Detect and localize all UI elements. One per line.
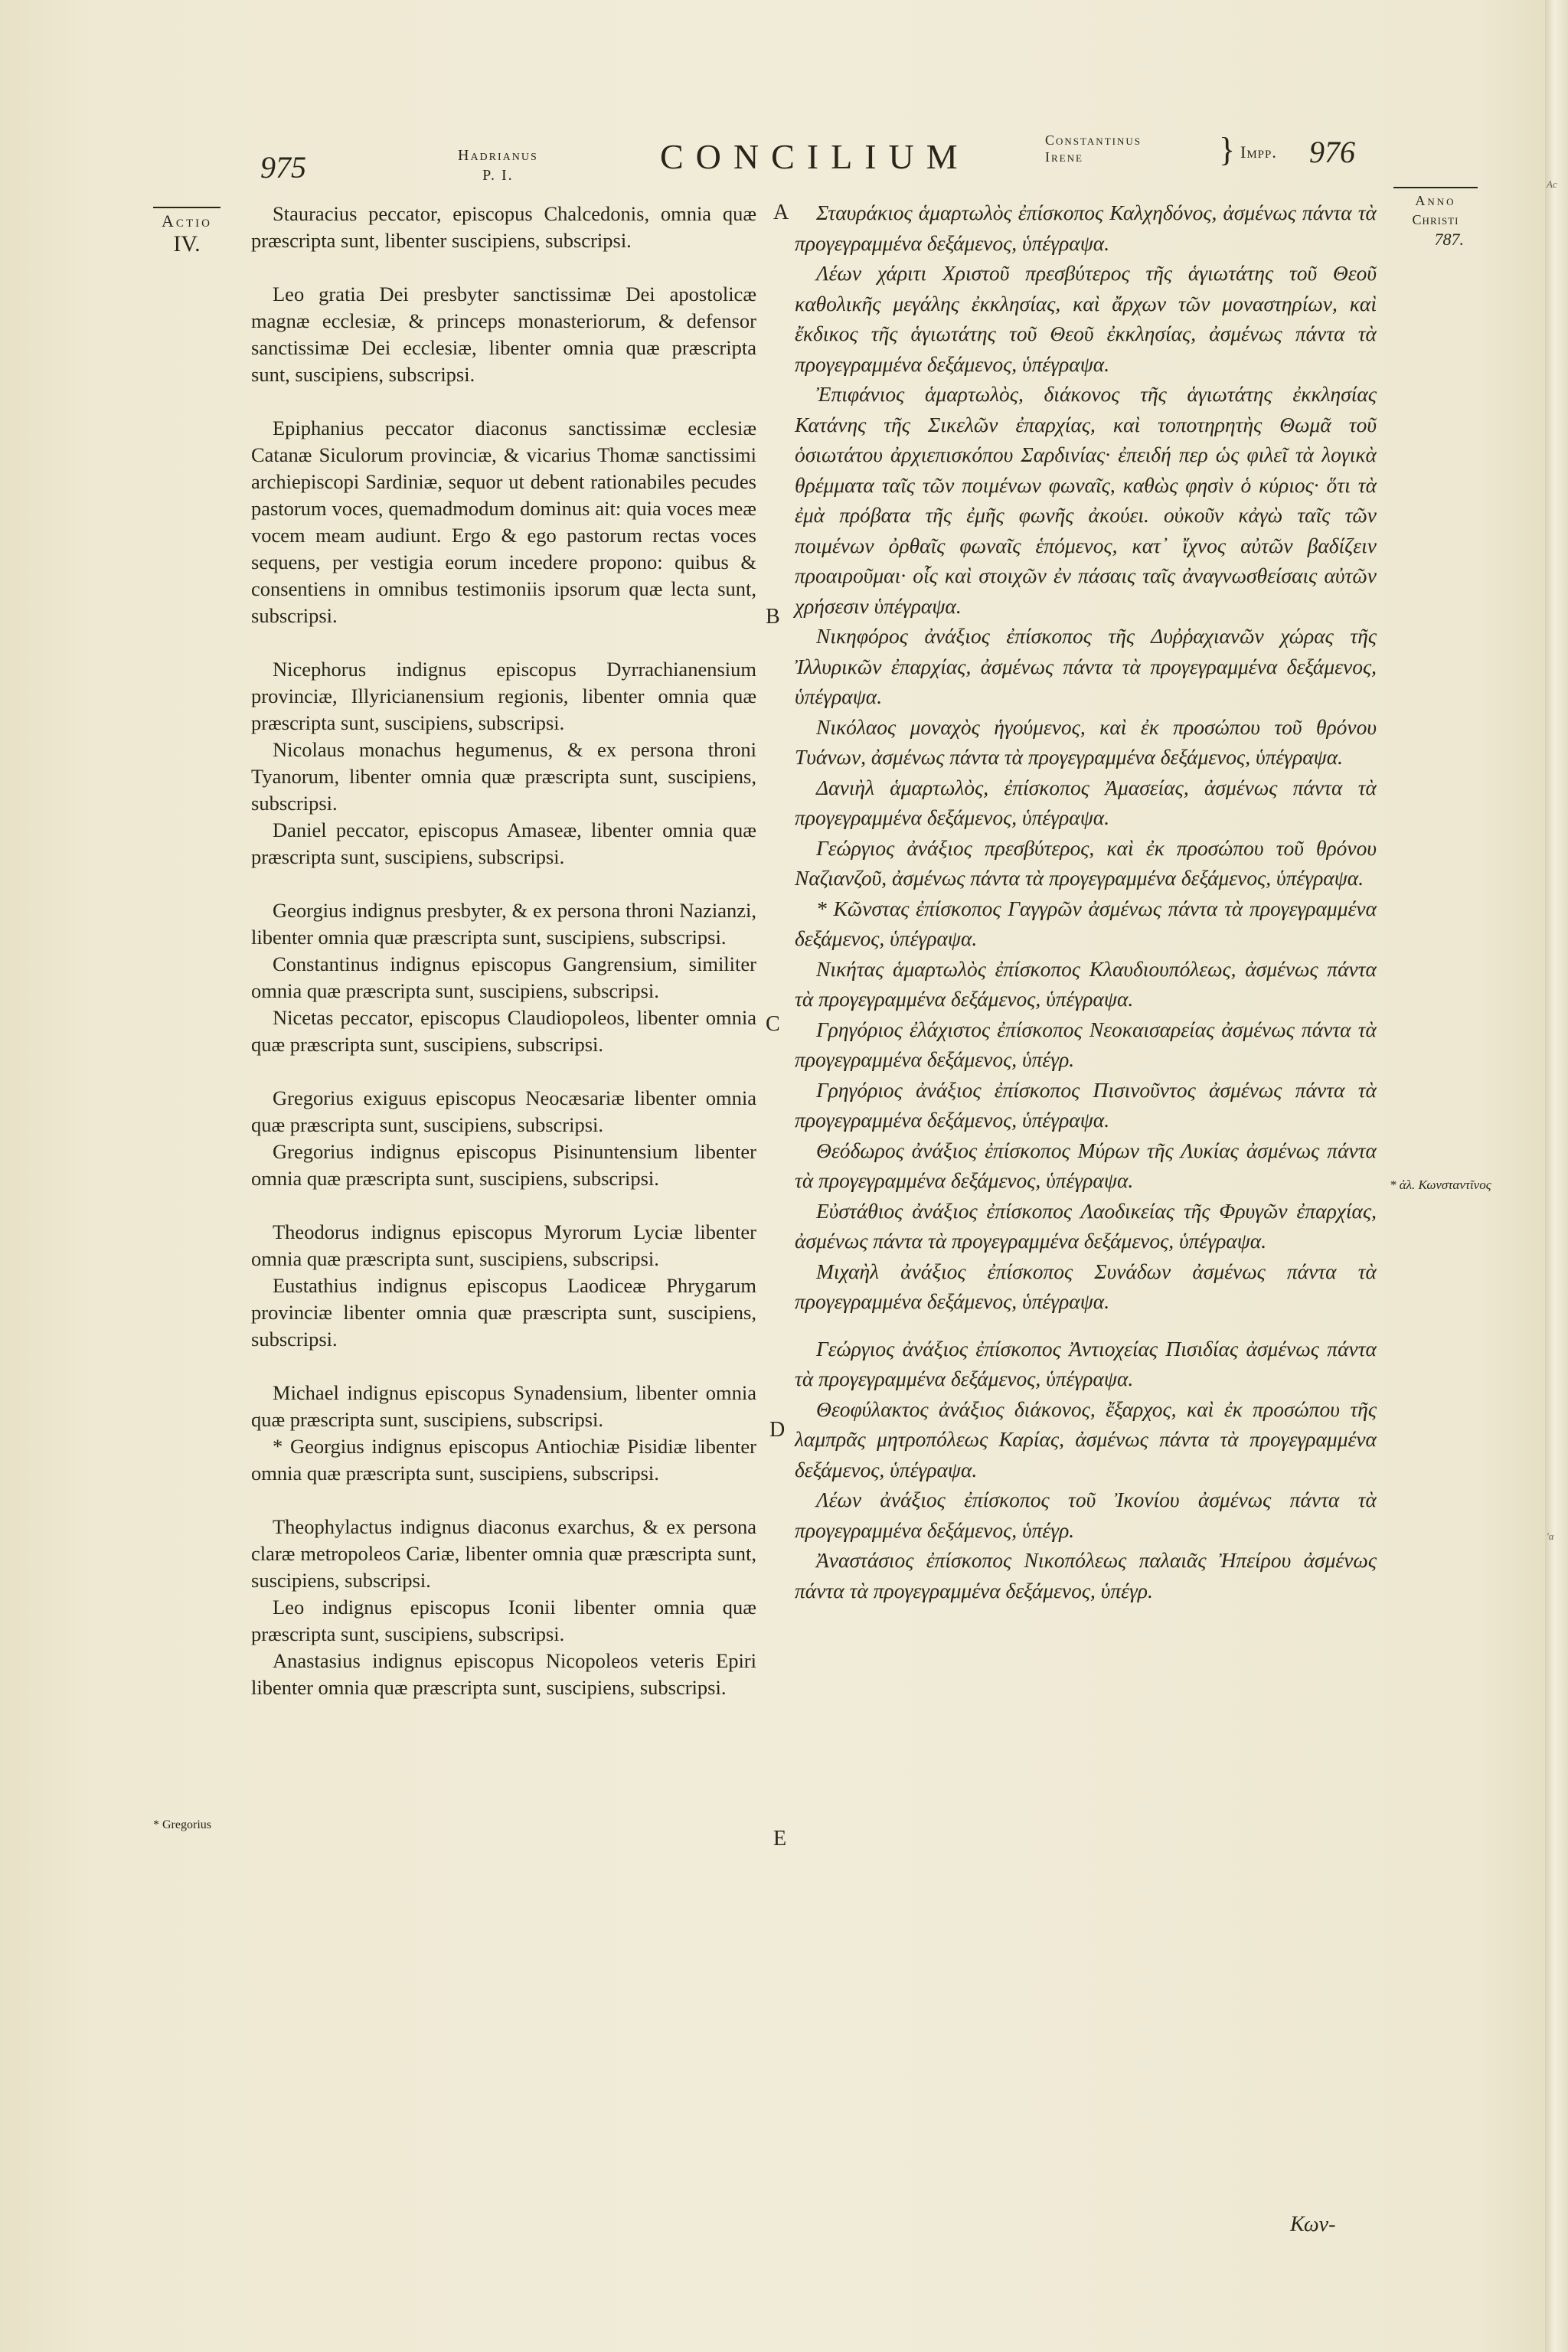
actio-word: Actio <box>153 207 220 231</box>
latin-entry: Daniel peccator, episcopus Amaseæ, libenter omnia quæ præscripta sunt, suscipiens, subscripsi. <box>251 818 756 868</box>
greek-entry: Γρηγόριος ἀνάξιος ἐπίσκοπος Πισινοῦντος ἀσμένως πάντα τὰ προγεγραμμένα δεξάμενος, ὑπέγραψα. <box>795 1077 1377 1132</box>
greek-entry: Γεώργιος ἀνάξιος πρεσβύτερος, καὶ ἐκ προσώπου τοῦ θρόνου Ναζιανζοῦ, ἀσμένως πάντα τὰ προγεγραμμένα δεξάμενος, ὑπέγραψα. <box>795 835 1377 890</box>
latin-entry: Eustathius indignus episcopus Laodiceæ Phrygarum provinciæ libenter omnia quæ præscripta sunt, suscipiens, subscripsi. <box>251 1274 756 1351</box>
latin-entry: Leo gratia Dei presbyter sanctissimæ Dei apostolicæ magnæ ecclesiæ, & princeps monasteriorum, & defensor sanctissimæ Dei ecclesiæ, libenter omnia quæ præscripta sunt, suscipiens, subscripsi. <box>251 283 756 386</box>
latin-entry: Epiphanius peccator diaconus sanctissimæ ecclesiæ Catanæ Siculorum provinciæ, & vicarius Thomæ sanctissimi archiepiscopi Sardiniæ, sequor ut debent rationabiles pecudes pastorum voces, quemadmodum dominus ait: quia voces meæ vocem meam audiunt. Ergo & ego pastorum rectas voces sequens, per vestigia eorum incedere propono: quibus & consentiens in omnibus testimoniis ipsorum quæ lecta sunt, subscripsi. <box>251 416 756 627</box>
greek-entry: Ἀναστάσιος ἐπίσκοπος Νικοπόλεως παλαιᾶς Ἠπείρου ἀσμένως πάντα τὰ προγεγραμμένα δεξάμενος, ὑπέγρ. <box>795 1548 1377 1602</box>
header-rulers-suffix: Impp. <box>1240 142 1277 162</box>
greek-entry: Γεώργιος ἀνάξιος ἐπίσκοπος Ἀντιοχείας Πισιδίας ἀσμένως πάντα τὰ προγεγραμμένα δεξάμενος, ὑπέγραψα. <box>795 1336 1377 1390</box>
latin-entry: Gregorius exiguus episcopus Neocæsariæ libenter omnia quæ præscripta sunt, suscipiens, subscripsi. <box>251 1086 756 1136</box>
header-ruler-2: Irene <box>1045 149 1083 165</box>
page-title: CONCILIUM <box>660 137 970 176</box>
greek-entry: Νικόλαος μοναχὸς ἡγούμενος, καὶ ἐκ προσώπου τοῦ θρόνου Τυάνων, ἀσμένως πάντα τὰ προγεγραμμένα δεξάμενος, ὑπέγραψα. <box>795 714 1377 769</box>
actio-number: IV. <box>173 231 201 256</box>
header-ruler-1: Constantinus <box>1045 132 1142 148</box>
section-letter-c: C <box>766 1012 780 1036</box>
latin-entry: Anastasius indignus episcopus Nicopoleos veteris Epiri libenter omnia quæ præscripta sunt, suscipiens, subscripsi. <box>251 1649 756 1699</box>
latin-entry: Leo indignus episcopus Iconii libenter omnia quæ præscripta sunt, suscipiens, subscripsi. <box>251 1596 756 1645</box>
latin-entry: Nicephorus indignus episcopus Dyrrachianensium provinciæ, Illyricianensium regionis, libenter omnia quæ præscripta sunt, suscipiens, subscripsi. <box>251 658 756 734</box>
greek-entry: Θεόδωρος ἀνάξιος ἐπίσκοπος Μύρων τῆς Λυκίας ἀσμένως πάντα τὰ προγεγραμμένα δεξάμενος, ὑπέγραψα. <box>795 1138 1377 1192</box>
anno-christi: Christi <box>1412 212 1459 227</box>
latin-entry: Theodorus indignus episcopus Myrorum Lyciæ libenter omnia quæ præscripta sunt, suscipiens, subscripsi. <box>251 1220 756 1270</box>
page-number-right: 976 <box>1309 135 1355 169</box>
greek-entry: Σταυράκιος ἁμαρτωλὸς ἐπίσκοπος Καλχηδόνος, ἀσμένως πάντα τὰ προγεγραμμένα δεξάμενος, ὑπέγραψα. <box>795 201 1377 255</box>
latin-entry: Stauracius peccator, episcopus Chalcedonis, omnia quæ præscripta sunt, libenter suscipiens, subscripsi. <box>251 202 756 252</box>
latin-entry: Michael indignus episcopus Synadensium, libenter omnia quæ præscripta sunt, suscipiens, subscripsi. <box>251 1381 756 1431</box>
latin-entry: * Georgius indignus episcopus Antiochiæ Pisidiæ libenter omnia quæ præscripta sunt, suscipiens, subscripsi. <box>251 1435 756 1485</box>
anno-word: Anno <box>1393 187 1478 209</box>
header-author-name: Hadrianus <box>458 147 538 164</box>
latin-entry: Gregorius indignus episcopus Pisinuntensium libenter omnia quæ præscripta sunt, suscipiens, subscripsi. <box>251 1140 756 1190</box>
greek-entry: Ἐπιφάνιος ἁμαρτωλὸς, διάκονος τῆς ἁγιωτάτης ἐκκλησίας Κατάνης τῆς Σικελῶν ἐπαρχίας, καὶ τοποτηρητὴς Θωμᾶ τοῦ ὁσιωτάτου ἀρχιεπισκόπου Σαρδινίας· ἐπειδή περ ὡς φιλεῖ τὰ λογικὰ θρέμματα ταῖς τῶν ποιμένων φωναῖς, καθὼς φησὶν ὁ κύριος· ὅτι τὰ ἐμὰ πρόβατα τῆς ἐμῆς φωνῆς ἀκούει. οὐκοῦν κἀγὼ ταῖς τῶν ποιμένων ὀρθαῖς φωναῖς ἑπόμενος, κατ᾽ ἴχνος αὐτῶν βαδίζειν προαιροῦμαι· οἷς καὶ στοιχῶν ἐν πάσαις ταῖς ἀναγνωσθείσαις αὐτῶν χρήσεσιν ὑπέγραψα. <box>795 382 1377 618</box>
greek-entry: Εὐστάθιος ἀνάξιος ἐπίσκοπος Λαοδικείας τῆς Φρυγῶν ἐπαρχίας, ἀσμένως πάντα τὰ προγεγραμμένα δεξάμενος, ὑπέγραψα. <box>795 1198 1377 1253</box>
greek-entry: Λέων χάριτι Χριστοῦ πρεσβύτερος τῆς ἁγιωτάτης τοῦ Θεοῦ καθολικῆς μεγάλης ἐκκλησίας, καὶ ἄρχων τῶν μοναστηρίων, καὶ ἔκδικος τῆς ἁγιωτάτης τοῦ Θεοῦ ἐκκλησίας, ἀσμένως πάντα τὰ προγεγραμμένα δεξάμενος, ὑπέγραψα. <box>795 261 1377 376</box>
page-number-left: 975 <box>260 150 306 185</box>
greek-entry: Νικήτας ἁμαρτωλὸς ἐπίσκοπος Κλαυδιουπόλεως, ἀσμένως πάντα τὰ προγεγραμμένα δεξάμενος, ὑπέγραψα. <box>795 956 1377 1011</box>
next-page-edge <box>1545 0 1568 2352</box>
latin-entry: Georgius indignus presbyter, & ex persona throni Nazianzi, libenter omnia quæ præscripta sunt, suscipiens, subscripsi. <box>251 899 756 949</box>
header-author-sub: P. I. <box>482 167 514 184</box>
greek-entry: Λέων ἀνάξιος ἐπίσκοπος τοῦ Ἰκονίου ἀσμένως πάντα τὰ προγεγραμμένα δεξάμενος, ὑπέγρ. <box>795 1488 1377 1542</box>
anno-label <box>1393 187 1478 250</box>
header-author <box>458 145 538 185</box>
greek-entry: Γρηγόριος ἐλάχιστος ἐπίσκοπος Νεοκαισαρείας ἀσμένως πάντα τὰ προγεγραμμένα δεξάμενος, ὑπέγρ. <box>795 1017 1377 1071</box>
actio-label <box>153 207 220 257</box>
catchword: Κων- <box>1290 2213 1336 2236</box>
latin-entry: Constantinus indignus episcopus Gangrensium, similiter omnia quæ præscripta sunt, suscipiens, subscripsi. <box>251 952 756 1002</box>
margin-note-left: * Gregorius <box>153 1818 211 1831</box>
header-rulers <box>1045 132 1142 165</box>
margin-note-right: * ἀλ. Κωνσταντῖνος <box>1390 1178 1491 1192</box>
section-letter-d: D <box>769 1418 786 1442</box>
section-letter-a: A <box>773 201 789 224</box>
edge-fragment: 'α <box>1547 1530 1554 1542</box>
latin-column <box>251 201 756 1701</box>
greek-entry: Δανιὴλ ἁμαρτωλὸς, ἐπίσκοπος Ἀμασείας, ἀσμένως πάντα τὰ προγεγραμμένα δεξάμενος, ὑπέγραψα. <box>795 775 1377 829</box>
brace-glyph: } <box>1219 131 1236 168</box>
latin-entry: Nicolaus monachus hegumenus, & ex persona throni Tyanorum, libenter omnia quæ præscripta sunt, suscipiens, subscripsi. <box>251 738 756 815</box>
greek-entry: * Κῶνστας ἐπίσκοπος Γαγγρῶν ἀσμένως πάντα τὰ προγεγραμμένα δεξάμενος, ὑπέγραψα. <box>795 896 1377 950</box>
greek-entry: Νικηφόρος ἀνάξιος ἐπίσκοπος τῆς Δυῤῥαχιανῶν χώρας τῆς Ἰλλυρικῶν ἐπαρχίας, ἀσμένως πάντα τὰ προγεγραμμένα δεξάμενος, ὑπέγραψα. <box>795 624 1377 708</box>
edge-fragment: Ac <box>1547 178 1557 190</box>
greek-column <box>795 198 1377 1606</box>
latin-entry: Nicetas peccator, episcopus Claudiopoleos, libenter omnia quæ præscripta sunt, suscipiens, subscripsi. <box>251 1006 756 1056</box>
section-letter-e: E <box>773 1827 787 1851</box>
greek-entry: Μιχαὴλ ἀνάξιος ἐπίσκοπος Συνάδων ἀσμένως πάντα τὰ προγεγραμμένα δεξάμενος, ὑπέγραψα. <box>795 1259 1377 1313</box>
section-letter-b: B <box>766 605 780 629</box>
latin-entry: Theophylactus indignus diaconus exarchus, & ex persona claræ metropoleos Cariæ, libenter omnia quæ præscripta sunt, suscipiens, subscripsi. <box>251 1515 756 1592</box>
anno-year: 787. <box>1434 230 1464 249</box>
greek-entry: Θεοφύλακτος ἀνάξιος διάκονος, ἔξαρχος, καὶ ἐκ προσώπου τῆς λαμπρᾶς μητροπόλεως Καρίας, ἀσμένως πάντα τὰ προγεγραμμένα δεξάμενος, ὑπέγραψα. <box>795 1396 1377 1481</box>
